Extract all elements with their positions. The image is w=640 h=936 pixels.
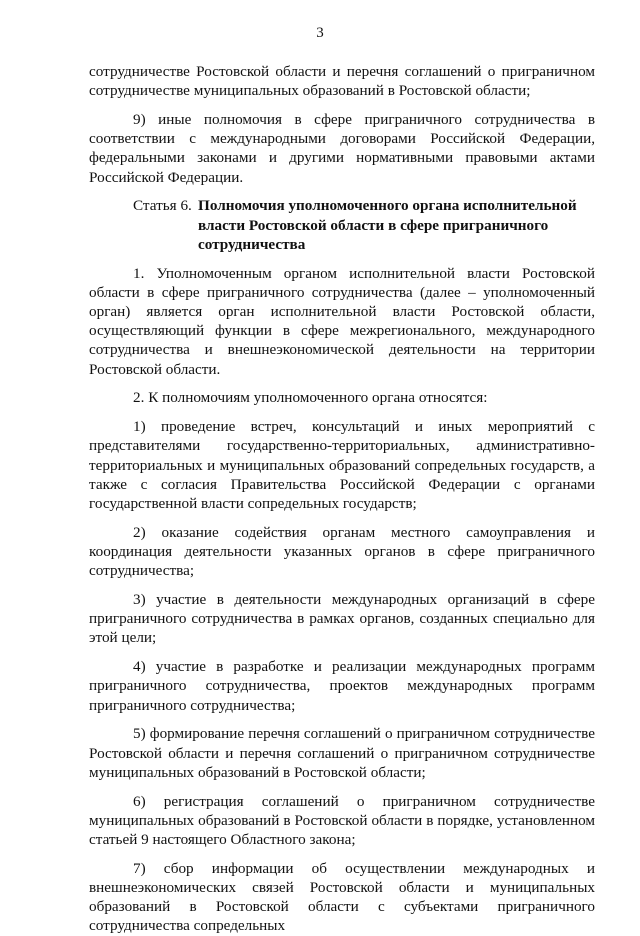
article-title: Полномочия уполномоченного органа исполнительной власти Ростовской области в сфере приграничного сотрудничества — [198, 197, 577, 253]
page-number: 3 — [316, 25, 324, 41]
paragraph-item-9: 9) иные полномочия в сфере приграничного сотрудничества в соответствии с международными договорами Российской Федерации, федеральными законами и другими нормативными правовыми актами Российской Федерации. — [89, 111, 595, 186]
document-body — [89, 62, 595, 936]
paragraph-subitem-6: 6) регистрация соглашений о приграничном сотрудничестве муниципальных образований в Ростовской области в порядке, установленном статьей 9 настоящего Областного закона; — [89, 792, 595, 849]
paragraph-subitem-4: 4) участие в разработке и реализации международных программ приграничного сотрудничества, проектов международных программ приграничного сотрудничества; — [89, 658, 595, 714]
paragraph-subitem-5: 5) формирование перечня соглашений о приграничном сотрудничестве Ростовской области и перечня соглашений о приграничном сотрудничестве муниципальных образований в Ростовской области; — [89, 725, 595, 781]
paragraph-subitem-3: 3) участие в деятельности международных организаций в сфере приграничного сотрудничества в рамках органов, созданных специально для этой цели; — [89, 591, 595, 647]
paragraph-subitem-2: 2) оказание содействия органам местного самоуправления и координация деятельности указанных органов в сфере приграничного сотрудничества; — [89, 523, 595, 580]
article-number: Статья 6. — [133, 197, 192, 215]
paragraph-subitem-7: 7) сбор информации об осуществлении международных и внешнеэкономических связей Ростовской области и муниципальных образований в Ростовской области с субъектами приграничного сотрудничества сопредельных — [89, 859, 595, 935]
paragraph-clause-1: 1. Уполномоченным органом исполнительной власти Ростовской области в сфере приграничного сотрудничества (далее – уполномоченный орган) является орган исполнительной власти Ростовской области, осуществляющий функции в сфере межрегионального, международного сотрудничества и внешнеэкономической деятельности на территории Ростовской области. — [89, 264, 595, 378]
continuation-paragraph: сотрудничестве Ростовской области и перечня соглашений о приграничном сотрудничестве муниципальных образований в Ростовской области; — [89, 63, 595, 100]
article-heading — [89, 196, 595, 254]
paragraph-clause-2: 2. К полномочиям уполномоченного органа относятся: — [133, 389, 488, 407]
paragraph-subitem-1: 1) проведение встреч, консультаций и иных мероприятий с представителями государственно-территориальных, административно-территориальных и муниципальных образований сопредельных государств, а также с согласия Правительства Российской Федерации с органами государственной власти сопредельных государств; — [89, 418, 595, 513]
